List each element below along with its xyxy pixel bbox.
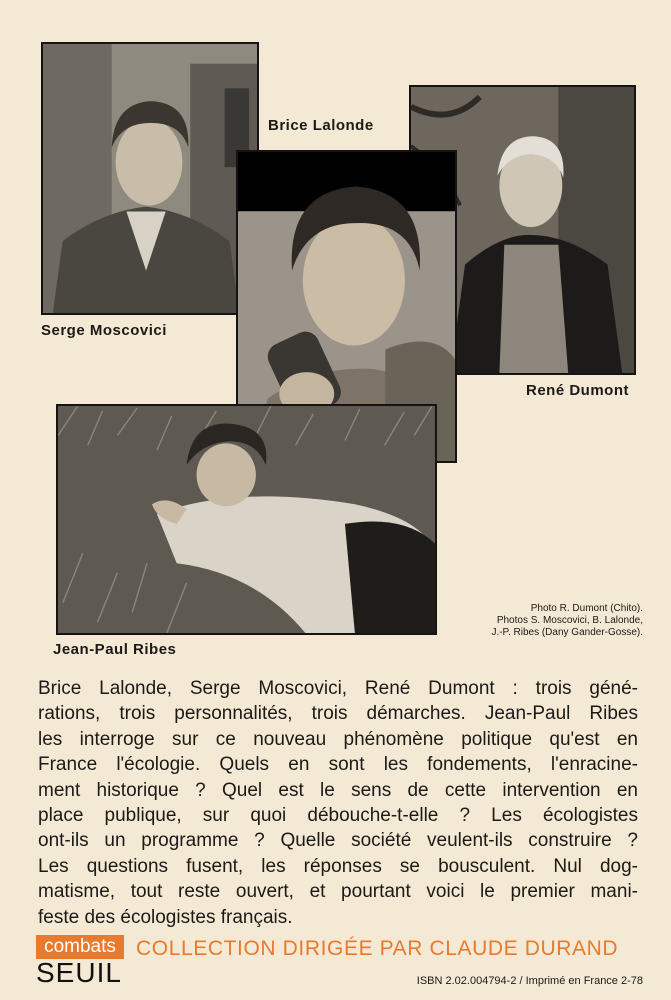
credits-line: J.-P. Ribes (Dany Gander-Gosse). <box>491 627 643 638</box>
blurb-line: ont-ils un programme ? Quelle société veulent-ils construire ? <box>38 830 638 852</box>
collection-title: COLLECTION DIRIGÉE PAR CLAUDE DURAND <box>136 937 619 960</box>
caption-rene-dumont: René Dumont <box>526 382 629 399</box>
blurb-line: ment historique ? Quel est le sens de cette intervention en <box>38 779 638 801</box>
blurb-line: Brice Lalonde, Serge Moscovici, René Dumont : trois géné- <box>38 678 638 699</box>
caption-serge-moscovici: Serge Moscovici <box>41 322 167 339</box>
blurb-line: les interroge sur ce nouveau phénomène politique qu'est en <box>38 728 638 750</box>
isbn-line: ISBN 2.02.004794-2 / Imprimé en France 2-78 <box>416 975 643 987</box>
blurb-line: France l'écologie. Quels en sont les fondements, l'enracine- <box>38 754 638 776</box>
combats-logo: combats <box>36 935 124 959</box>
credits-line: Photos S. Moscovici, B. Lalonde, <box>496 615 643 626</box>
photo-jean-paul-ribes <box>56 404 437 635</box>
back-cover-blurb <box>38 676 638 930</box>
blurb-line: feste des écologistes français. <box>38 906 293 928</box>
blurb-line: Les questions fusent, les réponses se bousculent. Nul dog- <box>38 855 638 877</box>
blurb-line: matisme, tout reste ouvert, et pourtant voici le premier mani- <box>38 881 638 903</box>
credits-line: Photo R. Dumont (Chito). <box>530 603 643 614</box>
photo-serge-moscovici <box>41 42 259 315</box>
photo-credits <box>423 603 643 639</box>
blurb-line: rations, trois personnalités, trois démarches. Jean-Paul Ribes <box>38 703 638 725</box>
seuil-logo: SEUIL <box>36 957 122 988</box>
blurb-line: place publique, sur quoi débouche-t-elle ? Les écologistes <box>38 805 638 827</box>
caption-brice-lalonde: Brice Lalonde <box>268 117 374 134</box>
caption-jean-paul-ribes: Jean-Paul Ribes <box>53 641 177 658</box>
